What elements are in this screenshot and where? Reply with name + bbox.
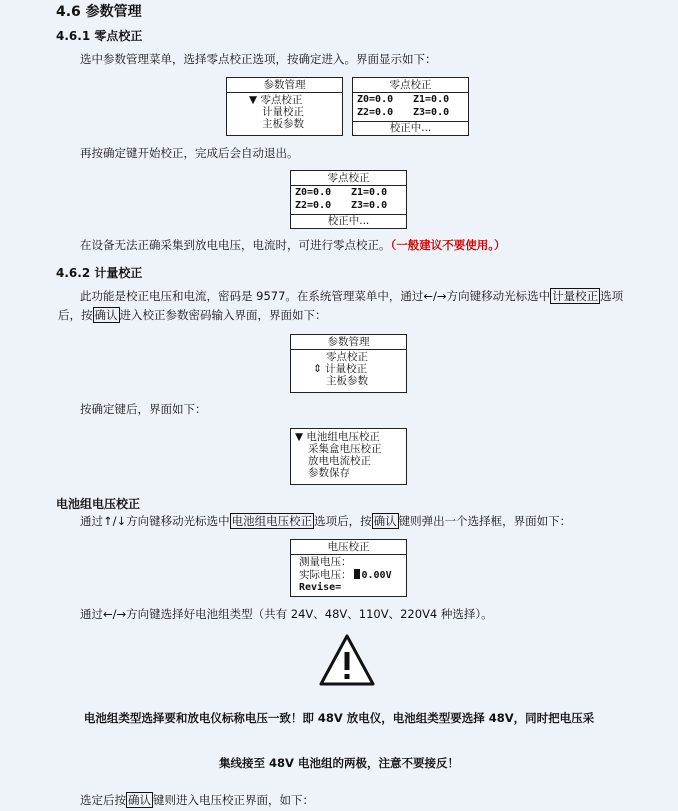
zero-note (80, 238, 506, 253)
subsection-title-metering: 4.6.2 计量校正 (56, 266, 143, 280)
lcd-calib-menu (290, 428, 407, 485)
menu-item: 零点校正 (326, 351, 368, 363)
lcd-zero-calib-2 (290, 170, 407, 229)
final-text: 键则进入电压校正界面，如下： (153, 793, 314, 807)
lcd-zero-calib (352, 77, 469, 136)
final-line (80, 793, 314, 808)
final-text: 选定后按 (80, 793, 126, 807)
z1-value: Z1=0.0 (351, 187, 388, 198)
warning-line-2: 集线接至 48V 电池组的两极，注意不要接反！ (219, 756, 459, 770)
battery-text: 键则弹出一个选择框，界面如下： (398, 514, 572, 528)
zero-intro-text: 选中参数管理菜单，选择零点校正选项，按确定进入。界面显示如下： (80, 52, 437, 66)
actual-voltage-label: 实际电压： (299, 569, 352, 581)
z0-value: Z0=0.0 (295, 187, 332, 198)
section-title: 4.6 参数管理 (56, 4, 142, 20)
warning-icon (318, 632, 376, 688)
menu-item: 电池组电压校正 (306, 431, 380, 443)
menu-item: 主板参数 (262, 118, 304, 130)
battery-text: 选项后，按 (314, 514, 372, 528)
menu-item: 主板参数 (326, 375, 368, 387)
menu-item: 采集盒电压校正 (308, 443, 382, 455)
lcd-title: 零点校正 (291, 171, 406, 186)
measured-voltage-label: 测量电压： (299, 556, 352, 568)
revise-label: Revise= (299, 582, 342, 593)
metering-after-text: 按确定键后，界面如下： (80, 402, 207, 416)
lcd-title: 零点校正 (353, 78, 468, 93)
lcd-footer: 校正中... (353, 121, 468, 135)
z3-value: Z3=0.0 (413, 107, 450, 118)
metering-text: 进入校正参数密码输入界面，界面如下： (119, 308, 327, 322)
metering-text: 此功能是校正电压和电流，密码是 9577。在系统管理菜单中，通过←/→方向键移动光标选中 (80, 289, 551, 303)
zero-warning-text: （一般建议不要使用。） (390, 238, 506, 252)
warning-line-1: 电池组类型选择要和放电仪标称电压一致！即 48V 放电仪，电池组类型要选择 48V，同时把电压采 (83, 711, 595, 725)
lcd-param-menu-2 (290, 334, 407, 393)
cursor-updown-icon: ⇕ (313, 363, 322, 375)
z1-value: Z1=0.0 (413, 94, 450, 105)
battery-type-text: 通过←/→方向键选择好电池组类型（共有 24V、48V、110V、220V4 种选择）。 (80, 607, 493, 621)
menu-item: 零点校正 (260, 94, 303, 106)
boxed-term: 确认 (128, 793, 151, 807)
cursor-block-icon (354, 569, 360, 579)
lcd-title: 参数管理 (291, 335, 406, 350)
lcd-footer: 校正中... (291, 214, 406, 228)
cursor-down-icon: ▼ (249, 94, 258, 106)
boxed-term: 计量校正 (552, 289, 599, 303)
zero-note-text: 在设备无法正确采集到放电电压，电流时，可进行零点校正。 (80, 238, 391, 252)
cursor-down-icon: ▼ (295, 431, 304, 443)
menu-item: 计量校正 (325, 363, 368, 375)
lcd-voltage-calib (290, 539, 407, 597)
lcd-title: 电压校正 (291, 540, 406, 555)
z2-value: Z2=0.0 (357, 107, 394, 118)
z0-value: Z0=0.0 (357, 94, 394, 105)
z2-value: Z2=0.0 (295, 200, 332, 211)
subsection-title-battery: 电池组电压校正 (56, 497, 141, 511)
metering-line-1 (80, 289, 623, 304)
lcd-param-menu (226, 77, 343, 136)
subsection-title-zero: 4.6.1 零点校正 (56, 29, 143, 43)
boxed-term: 电池组电压校正 (231, 514, 313, 528)
lcd-title: 参数管理 (227, 78, 342, 93)
menu-item: 放电电流校正 (308, 455, 371, 467)
metering-text: 选项 (600, 289, 624, 303)
menu-item: 计量校正 (262, 106, 304, 118)
boxed-term: 确认 (373, 514, 397, 528)
menu-item: 参数保存 (308, 467, 350, 479)
boxed-term: 确认 (94, 308, 118, 322)
metering-line-2 (58, 308, 327, 323)
battery-line (80, 514, 571, 529)
metering-text: 后，按 (58, 308, 93, 322)
battery-text: 通过↑/↓方向键移动光标选中 (80, 514, 230, 528)
zero-after-text: 再按确定键开始校正，完成后会自动退出。 (80, 146, 299, 160)
z3-value: Z3=0.0 (351, 200, 388, 211)
actual-voltage-value: 0.00V (361, 570, 392, 581)
